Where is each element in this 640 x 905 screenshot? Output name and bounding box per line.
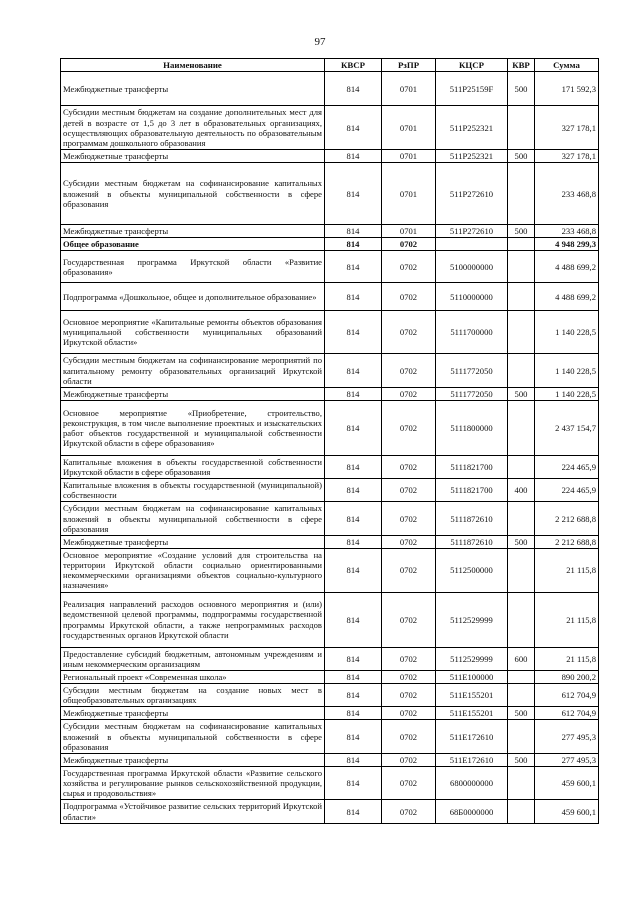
header-kvr: КВР	[508, 59, 535, 72]
cell-name: Субсидии местным бюджетам на создание дополнительных мест для детей в возрасте от 1,5 до 3 лет в образовательных организациях, осуществляющих образовательную деятельность по образовательным программам дошкольного образования	[61, 106, 325, 150]
cell-kvsr: 814	[325, 767, 382, 800]
table-header-row	[61, 59, 599, 72]
cell-kvsr: 814	[325, 647, 382, 670]
cell-kvr: 500	[508, 149, 535, 162]
cell-kvsr: 814	[325, 549, 382, 593]
cell-name: Основное мероприятие «Капитальные ремонты объектов образования муниципальной собственности муниципальных образований Иркутской области»	[61, 311, 325, 354]
cell-kvr	[508, 502, 535, 535]
cell-sum: 459 600,1	[535, 767, 599, 800]
cell-name: Субсидии местным бюджетам на создание новых мест в общеобразовательных организациях	[61, 684, 325, 707]
table-row	[61, 283, 599, 311]
cell-kvr: 500	[508, 535, 535, 548]
cell-kcsr: 511P25159F	[436, 72, 508, 106]
cell-kvsr: 814	[325, 238, 382, 251]
cell-kvsr: 814	[325, 311, 382, 354]
cell-sum: 4 948 299,3	[535, 238, 599, 251]
cell-kcsr: 5111772050	[436, 387, 508, 400]
cell-kvsr: 814	[325, 720, 382, 753]
cell-kvr: 500	[508, 225, 535, 238]
cell-rzpr: 0702	[382, 549, 436, 593]
table-row	[61, 549, 599, 593]
table-row	[61, 400, 599, 455]
cell-kvsr: 814	[325, 592, 382, 647]
cell-kvr	[508, 251, 535, 283]
header-kvsr: КВСР	[325, 59, 382, 72]
cell-rzpr: 0702	[382, 707, 436, 720]
cell-kvsr: 814	[325, 800, 382, 823]
cell-kvsr: 814	[325, 354, 382, 387]
cell-sum: 2 212 688,8	[535, 502, 599, 535]
cell-kcsr: 5111821700	[436, 455, 508, 478]
cell-name: Региональный проект «Современная школа»	[61, 670, 325, 683]
cell-kcsr: 5111772050	[436, 354, 508, 387]
cell-kvsr: 814	[325, 479, 382, 502]
cell-sum: 612 704,9	[535, 684, 599, 707]
cell-rzpr: 0702	[382, 800, 436, 823]
cell-rzpr: 0702	[382, 311, 436, 354]
cell-sum: 2 437 154,7	[535, 400, 599, 455]
cell-kvr	[508, 400, 535, 455]
table-row	[61, 251, 599, 283]
cell-name: Межбюджетные трансферты	[61, 535, 325, 548]
table-row	[61, 354, 599, 387]
cell-kvsr: 814	[325, 502, 382, 535]
cell-rzpr: 0702	[382, 251, 436, 283]
cell-name: Субсидии местным бюджетам на софинансирование капитальных вложений в объекты муниципальной собственности в сфере образования	[61, 163, 325, 225]
cell-name: Межбюджетные трансферты	[61, 707, 325, 720]
cell-kvr: 600	[508, 647, 535, 670]
cell-kcsr: 5111821700	[436, 479, 508, 502]
cell-kvsr: 814	[325, 753, 382, 766]
cell-sum: 327 178,1	[535, 149, 599, 162]
cell-kvr	[508, 163, 535, 225]
cell-rzpr: 0702	[382, 670, 436, 683]
table-row	[61, 707, 599, 720]
cell-kvr	[508, 238, 535, 251]
cell-sum: 1 140 228,5	[535, 354, 599, 387]
cell-kcsr: 511P272610	[436, 163, 508, 225]
cell-kvsr: 814	[325, 163, 382, 225]
cell-kvsr: 814	[325, 535, 382, 548]
cell-sum: 4 488 699,2	[535, 283, 599, 311]
cell-kvr: 500	[508, 387, 535, 400]
cell-kvsr: 814	[325, 72, 382, 106]
cell-name: Субсидии местным бюджетам на софинансирование капитальных вложений в объекты муниципальной собственности в сфере образования	[61, 502, 325, 535]
cell-rzpr: 0702	[382, 502, 436, 535]
cell-kvsr: 814	[325, 670, 382, 683]
cell-rzpr: 0702	[382, 592, 436, 647]
cell-kvr: 400	[508, 479, 535, 502]
cell-kcsr: 511E155201	[436, 684, 508, 707]
table-row	[61, 72, 599, 106]
cell-name: Межбюджетные трансферты	[61, 753, 325, 766]
table-row	[61, 455, 599, 478]
page-number: 97	[314, 36, 326, 48]
cell-kcsr: 5111800000	[436, 400, 508, 455]
table-row	[61, 592, 599, 647]
cell-kvsr: 814	[325, 707, 382, 720]
header-kcsr: КЦСР	[436, 59, 508, 72]
table-row	[61, 225, 599, 238]
cell-kvr	[508, 283, 535, 311]
cell-kvsr: 814	[325, 400, 382, 455]
cell-sum: 224 465,9	[535, 455, 599, 478]
cell-name: Основное мероприятие «Создание условий для строительства на территории Иркутской области социально ориентированными некоммерческими организациями объектов социально-культурного назначения»	[61, 549, 325, 593]
cell-kvr	[508, 592, 535, 647]
cell-rzpr: 0702	[382, 753, 436, 766]
cell-name: Субсидии местным бюджетам на софинансирование мероприятий по капитальному ремонту образовательных организаций Иркутской области	[61, 354, 325, 387]
cell-rzpr: 0701	[382, 106, 436, 150]
table-row	[61, 535, 599, 548]
cell-kvsr: 814	[325, 251, 382, 283]
cell-sum: 459 600,1	[535, 800, 599, 823]
cell-kcsr: 511E172610	[436, 720, 508, 753]
cell-kvr	[508, 800, 535, 823]
table-row	[61, 767, 599, 800]
cell-sum: 21 115,8	[535, 549, 599, 593]
cell-kcsr: 511P252321	[436, 149, 508, 162]
cell-rzpr: 0702	[382, 535, 436, 548]
cell-rzpr: 0701	[382, 72, 436, 106]
table-row	[61, 387, 599, 400]
cell-sum: 277 495,3	[535, 753, 599, 766]
cell-sum: 224 465,9	[535, 479, 599, 502]
cell-name: Капитальные вложения в объекты государственной (муниципальной) собственности	[61, 479, 325, 502]
cell-kcsr: 511P272610	[436, 225, 508, 238]
cell-kvr: 500	[508, 72, 535, 106]
header-rzpr: РзПР	[382, 59, 436, 72]
cell-kvsr: 814	[325, 387, 382, 400]
cell-sum: 171 592,3	[535, 72, 599, 106]
cell-kcsr: 511E155201	[436, 707, 508, 720]
cell-kvr	[508, 720, 535, 753]
cell-kvsr: 814	[325, 149, 382, 162]
cell-name: Основное мероприятие «Приобретение, строительство, реконструкция, в том числе выполнение проектных и изыскательских работ объектов государственной и муниципальной собственности Иркутской области в сфере образования»	[61, 400, 325, 455]
table-row	[61, 684, 599, 707]
cell-rzpr: 0702	[382, 720, 436, 753]
cell-kvr	[508, 455, 535, 478]
cell-sum: 21 115,8	[535, 647, 599, 670]
cell-kcsr: 511P252321	[436, 106, 508, 150]
cell-kvsr: 814	[325, 684, 382, 707]
cell-rzpr: 0702	[382, 684, 436, 707]
cell-kcsr: 5110000000	[436, 283, 508, 311]
cell-rzpr: 0701	[382, 163, 436, 225]
cell-name: Подпрограмма «Дошкольное, общее и дополнительное образование»	[61, 283, 325, 311]
cell-sum: 612 704,9	[535, 707, 599, 720]
table-row	[61, 163, 599, 225]
cell-rzpr: 0702	[382, 238, 436, 251]
cell-kcsr: 511E172610	[436, 753, 508, 766]
cell-sum: 2 212 688,8	[535, 535, 599, 548]
cell-kcsr: 6800000000	[436, 767, 508, 800]
cell-kcsr: 5111872610	[436, 535, 508, 548]
cell-sum: 890 200,2	[535, 670, 599, 683]
cell-rzpr: 0702	[382, 400, 436, 455]
cell-rzpr: 0702	[382, 647, 436, 670]
cell-kvsr: 814	[325, 106, 382, 150]
cell-kvsr: 814	[325, 225, 382, 238]
table-row	[61, 311, 599, 354]
cell-kvr: 500	[508, 753, 535, 766]
cell-rzpr: 0702	[382, 354, 436, 387]
cell-sum: 233 468,8	[535, 225, 599, 238]
cell-kcsr: 5112500000	[436, 549, 508, 593]
cell-rzpr: 0702	[382, 387, 436, 400]
cell-kcsr	[436, 238, 508, 251]
table-row	[61, 502, 599, 535]
table-row	[61, 149, 599, 162]
cell-kvr	[508, 670, 535, 683]
cell-kcsr: 5111700000	[436, 311, 508, 354]
cell-sum: 1 140 228,5	[535, 311, 599, 354]
cell-sum: 327 178,1	[535, 106, 599, 150]
cell-rzpr: 0701	[382, 225, 436, 238]
cell-name: Подпрограмма «Устойчивое развитие сельских территорий Иркутской области»	[61, 800, 325, 823]
cell-kcsr: 5112529999	[436, 592, 508, 647]
table-row	[61, 238, 599, 251]
cell-kvr	[508, 354, 535, 387]
cell-name: Общее образование	[61, 238, 325, 251]
cell-name: Межбюджетные трансферты	[61, 149, 325, 162]
cell-sum: 277 495,3	[535, 720, 599, 753]
header-name: Наименование	[61, 59, 325, 72]
cell-kcsr: 5111872610	[436, 502, 508, 535]
cell-sum: 21 115,8	[535, 592, 599, 647]
cell-name: Капитальные вложения в объекты государственной собственности Иркутской области в сфере образования	[61, 455, 325, 478]
cell-kvsr: 814	[325, 283, 382, 311]
table-row	[61, 106, 599, 150]
cell-name: Государственная программа Иркутской области «Развитие сельского хозяйства и регулирование рынков сельскохозяйственной продукции, сырья и продовольствия»	[61, 767, 325, 800]
cell-sum: 233 468,8	[535, 163, 599, 225]
cell-name: Реализация направлений расходов основного мероприятия и (или) ведомственной целевой программы, подпрограммы государственной программы Иркутской области, а также непрограммных расходов государственных органов Иркутской области	[61, 592, 325, 647]
cell-rzpr: 0702	[382, 479, 436, 502]
cell-kvr	[508, 549, 535, 593]
cell-rzpr: 0702	[382, 767, 436, 800]
cell-rzpr: 0702	[382, 455, 436, 478]
cell-name: Межбюджетные трансферты	[61, 72, 325, 106]
cell-kvr: 500	[508, 707, 535, 720]
cell-kcsr: 5112529999	[436, 647, 508, 670]
table-row	[61, 670, 599, 683]
header-sum: Сумма	[535, 59, 599, 72]
cell-rzpr: 0701	[382, 149, 436, 162]
cell-kvr	[508, 106, 535, 150]
cell-kvr	[508, 311, 535, 354]
cell-kcsr: 5100000000	[436, 251, 508, 283]
cell-kcsr: 511E100000	[436, 670, 508, 683]
cell-rzpr: 0702	[382, 283, 436, 311]
cell-name: Государственная программа Иркутской области «Развитие образования»	[61, 251, 325, 283]
budget-table	[60, 58, 599, 824]
table-row	[61, 720, 599, 753]
cell-kvsr: 814	[325, 455, 382, 478]
cell-kvr	[508, 767, 535, 800]
table-row	[61, 479, 599, 502]
table-row	[61, 800, 599, 823]
cell-sum: 1 140 228,5	[535, 387, 599, 400]
cell-kcsr: 68Б0000000	[436, 800, 508, 823]
cell-name: Межбюджетные трансферты	[61, 225, 325, 238]
cell-name: Субсидии местным бюджетам на софинансирование капитальных вложений в объекты муниципальной собственности в сфере образования	[61, 720, 325, 753]
table-row	[61, 753, 599, 766]
cell-kvr	[508, 684, 535, 707]
table-row	[61, 647, 599, 670]
table-body	[61, 72, 599, 823]
cell-name: Межбюджетные трансферты	[61, 387, 325, 400]
cell-sum: 4 488 699,2	[535, 251, 599, 283]
cell-name: Предоставление субсидий бюджетным, автономным учреждениям и иным некоммерческим организациям	[61, 647, 325, 670]
